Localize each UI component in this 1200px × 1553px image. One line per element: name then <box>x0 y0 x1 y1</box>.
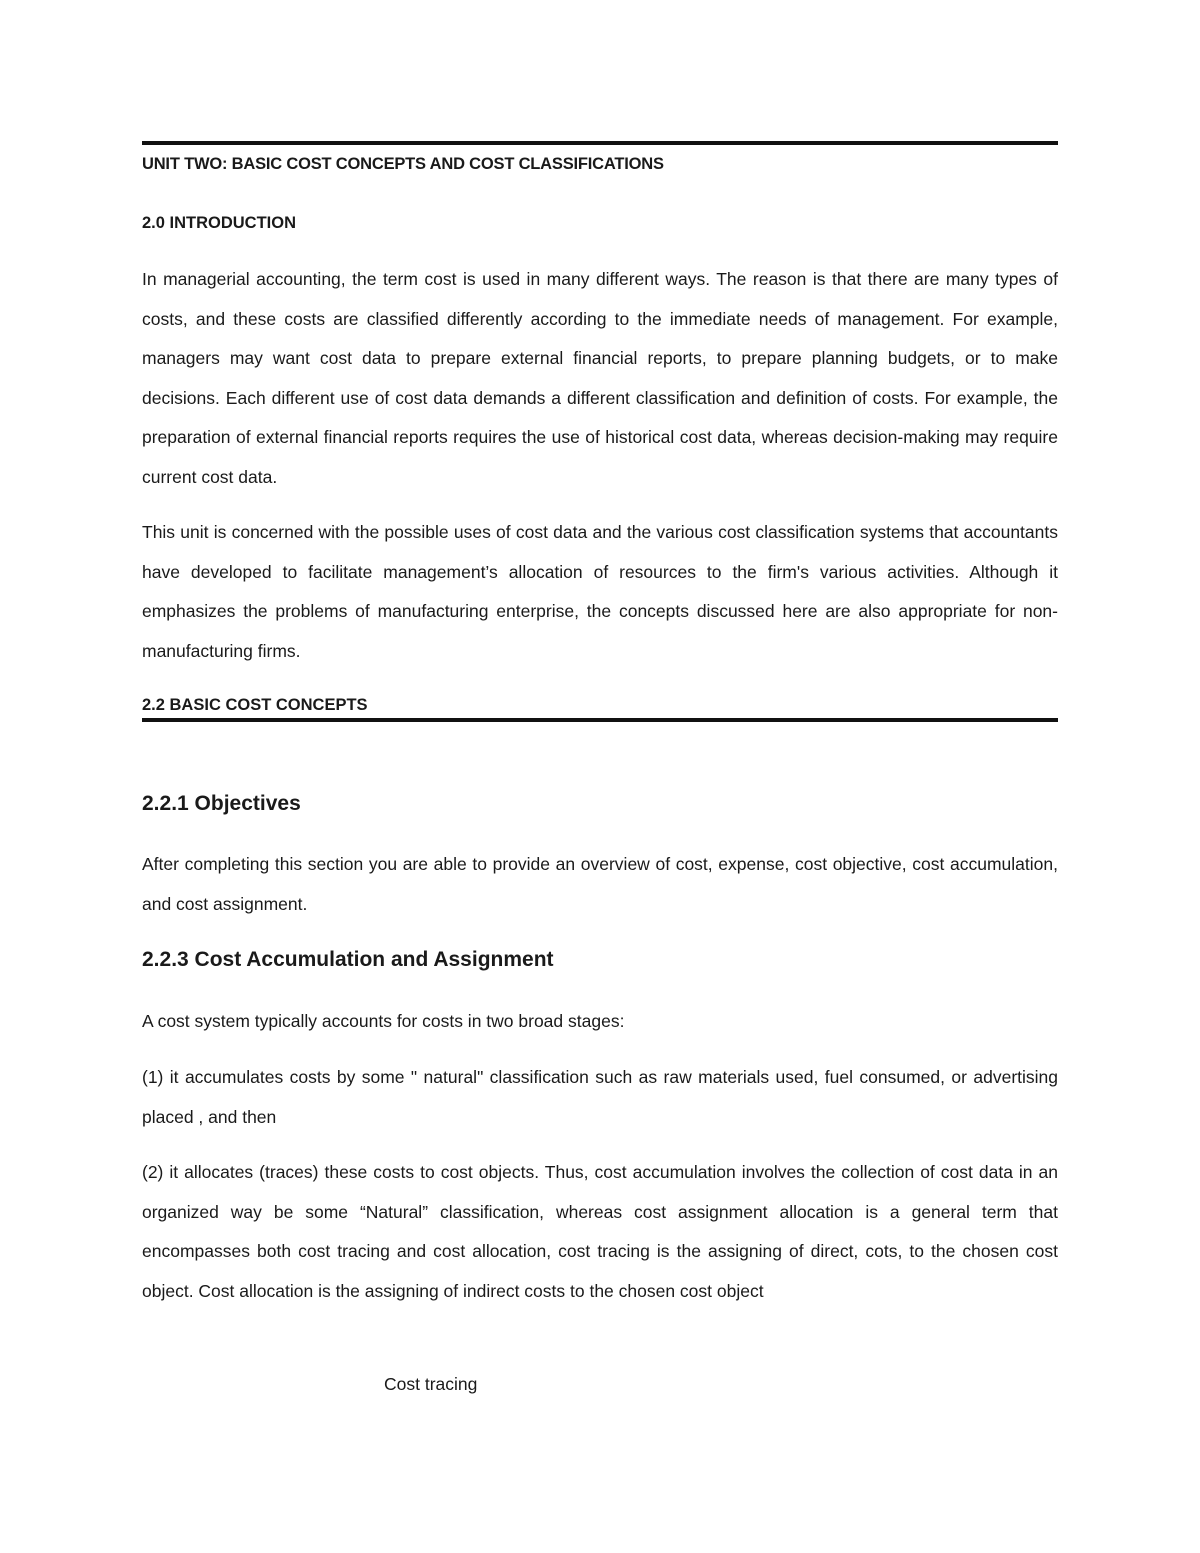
cost-accumulation-heading: 2.2.3 Cost Accumulation and Assignment <box>142 948 554 971</box>
stage-one-paragraph: (1) it accumulates costs by some " natural" classification such as raw materials used, fuel consumed, or advertising placed , and then <box>142 1067 1058 1127</box>
section-divider <box>142 718 1058 722</box>
introduction-heading: 2.0 INTRODUCTION <box>142 214 297 232</box>
introduction-paragraph: In managerial accounting, the term cost is used in many different ways. The reason is that there are many types of costs, and these costs are classified differently according to the immediate needs of management. For example, managers may want cost data to prepare external financial reports, to prepare planning budgets, or to make decisions. Each different use of cost data demands a different classification and definition of costs. For example, the preparation of external financial reports requires the use of historical cost data, whereas decision-making may require current cost data. <box>142 269 1058 487</box>
cost-tracing-label: Cost tracing <box>384 1374 478 1394</box>
stage-two-paragraph: (2) it allocates (traces) these costs to cost objects. Thus, cost accumulation involves the collection of cost data in an organized way be some “Natural” classification, whereas cost assignment allocation is a general term that encompasses both cost tracing and cost allocation, cost tracing is the assigning of direct, cots, to the chosen cost object. Cost allocation is the assigning of indirect costs to the chosen cost object <box>142 1162 1058 1301</box>
objectives-paragraph: After completing this section you are able to provide an overview of cost, expense, cost objective, cost accumulation, and cost assignment. <box>142 854 1058 914</box>
objectives-heading: 2.2.1 Objectives <box>142 792 301 815</box>
basic-cost-concepts-heading: 2.2 BASIC COST CONCEPTS <box>142 696 368 714</box>
scope-paragraph: This unit is concerned with the possible uses of cost data and the various cost classification systems that accountants have developed to facilitate management’s allocation of resources to the firm's various activities. Although it emphasizes the problems of manufacturing enterprise, the concepts discussed here are also appropriate for non-manufacturing firms. <box>142 522 1058 661</box>
top-divider <box>142 141 1058 145</box>
unit-title: UNIT TWO: BASIC COST CONCEPTS AND COST CLASSIFICATIONS <box>142 155 664 173</box>
stages-intro-paragraph: A cost system typically accounts for costs in two broad stages: <box>142 1011 625 1031</box>
